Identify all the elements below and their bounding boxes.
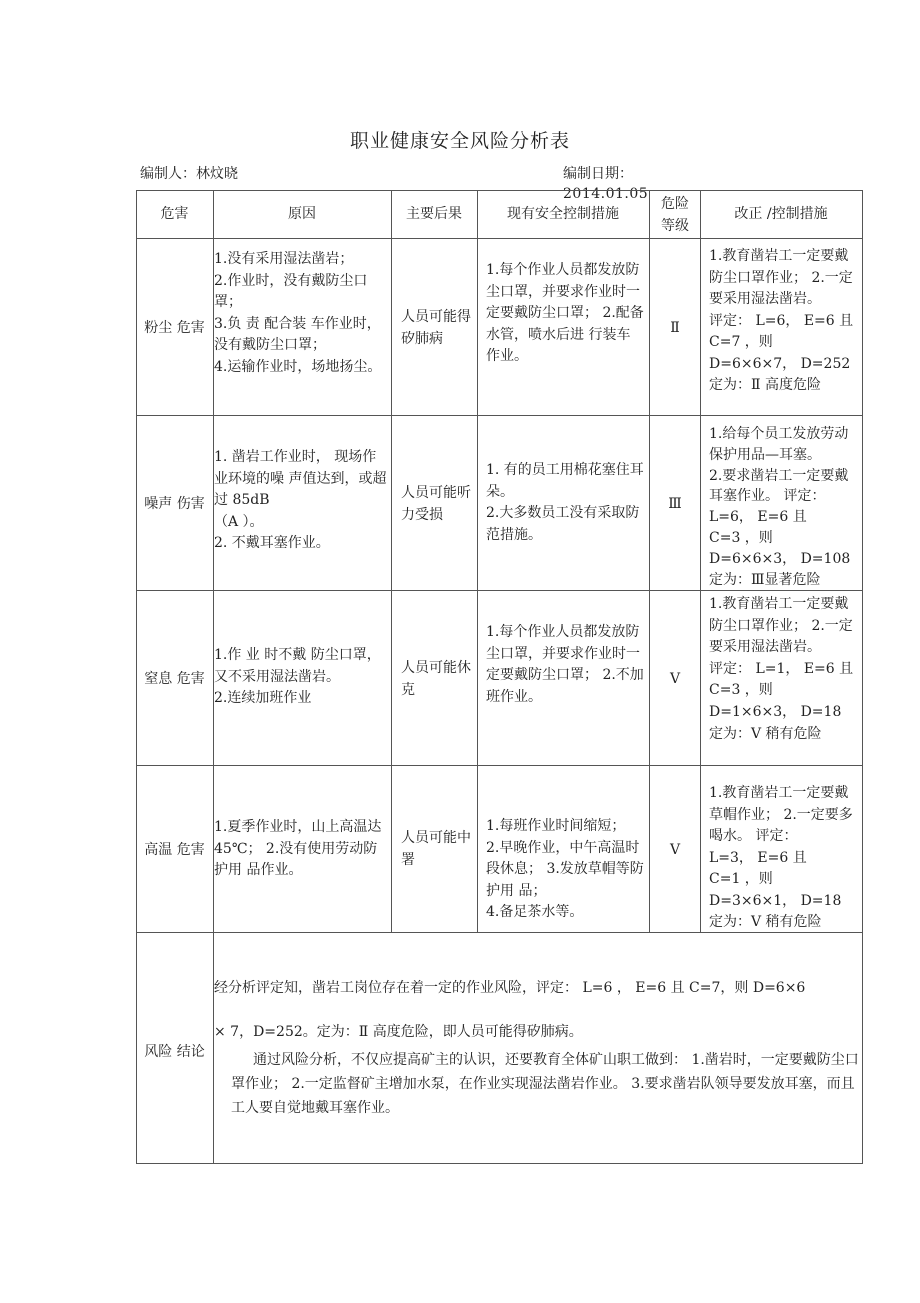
conclusion-paragraph: 通过风险分析，不仅应提高矿主的认识，还要教育全体矿山职工做到： 1.凿岩时，一定要戴防尘口罩作业； 2.一定监督矿主增加水泵，在作业实现湿法凿岩作业。 3.要求凿岩队领导要发放耳塞，而且工人要自觉地戴耳塞作业。 (231, 1052, 859, 1116)
row-2-improve: 1.给每个员工发放劳动保护用品—耳塞。 2.要求凿岩工一定要戴耳塞作业。 评定： L=6， E=6 且 C=3 ，则 D=6×6×3， D=108 定为：Ⅲ显著危险 (709, 426, 851, 588)
row-1-consequence: 人员可能得矽肺病 (401, 309, 471, 347)
conclusion-line-1: 经分析评定知，凿岩工岗位存在着一定的作业风险，评定： L=6 ， E=6 且 C=7，则 D=6×6 (214, 980, 806, 996)
conclusion-line-2: × 7，D=252。定为：Ⅱ 高度危险，即人员可能得矽肺病。 (214, 1024, 583, 1040)
row-4-cause: 1.夏季作业时，山上高温达 45℃； 2.没有使用劳动防护用 品作业。 (214, 819, 382, 878)
row-4-consequence: 人员可能中署 (401, 830, 471, 868)
row-4-hazard: 高温 危害 (144, 842, 205, 858)
row-3-controls: 1.每个作业人员都发放防尘口罩，并要求作业时一定要戴防尘口罩； 2.不加班作业。 (486, 624, 644, 705)
row-2-level: Ⅲ (668, 496, 682, 512)
row-2-consequence: 人员可能听力受损 (401, 485, 471, 523)
header-hazard: 危害 (160, 206, 189, 222)
row-3-consequence: 人员可能休克 (401, 660, 471, 698)
header-consequence: 主要后果 (406, 206, 462, 222)
row-1-improve: 1.教育凿岩工一定要戴防尘口罩作业； 2.一定要采用湿法凿岩。 评定： L=6， E=6 且C=7 ，则 D=6×6×7， D=252 定为：Ⅱ 高度危险 (709, 248, 854, 393)
row-3-level: Ⅴ (669, 671, 681, 687)
conclusion-label: 风险 结论 (144, 1044, 205, 1060)
date-value: 2014.01.05 (563, 186, 649, 202)
row-4-improve: 1.教育凿岩工一定要戴草帽作业； 2.一定要多喝水。 评定： L=3， E=6 且 C=1 ，则 D=3×6×1， D=18 定为：Ⅴ 稍有危险 (709, 785, 853, 930)
header-level: 危险等级 (661, 196, 689, 234)
row-4-controls: 1.每班作业时间缩短； 2.早晚作业，中午高温时段休息； 3.发放草帽等防护用 品； 4.备足茶水等。 (486, 818, 644, 920)
row-1-level: Ⅱ (670, 320, 680, 336)
date-label: 编制日期： (563, 166, 633, 182)
row-3-improve: 1.教育凿岩工一定要戴防尘口罩作业； 2.一定要采用湿法凿岩。 评定： L=1， E=6 且C=3 ，则 D=1×6×3， D=18 定为：Ⅴ 稍有危险 (709, 596, 854, 742)
row-1-cause: 1.没有采用湿法凿岩； 2.作业时，没有戴防尘口罩； 3.负 责 配合装 车作业时，没有戴防尘口罩； 4.运输作业时，场地扬尘。 (214, 251, 382, 375)
row-2-hazard: 噪声 伤害 (144, 496, 205, 512)
header-cause: 原因 (288, 206, 316, 222)
compiler-label: 编制人：林炆晓 (140, 166, 238, 182)
header-improve: 改正 /控制措施 (734, 206, 828, 222)
row-1-controls: 1.每个作业人员都发放防尘口罩，并要求作业时一定要戴防尘口罩； 2.配备水管，喷水后进 行装车作业。 (486, 262, 644, 364)
row-2-controls: 1. 有的员工用棉花塞住耳朵。 2.大多数员工没有采取防范措施。 (486, 462, 644, 543)
page-title: 职业健康安全风险分析表 (349, 130, 570, 152)
header-controls: 现有安全控制措施 (507, 206, 619, 222)
row-3-hazard: 窒息 危害 (144, 671, 205, 687)
row-1-hazard: 粉尘 危害 (144, 320, 205, 336)
row-4-level: Ⅴ (669, 842, 681, 858)
row-2-cause: 1. 凿岩工作业时， 现场作业环境的噪 声值达到，或超过 85dB （A ）。 2. 不戴耳塞作业。 (214, 449, 387, 551)
row-3-cause: 1.作 业 时不戴 防尘口罩，又不采用湿法凿岩。 2.连续加班作业 (214, 647, 381, 706)
